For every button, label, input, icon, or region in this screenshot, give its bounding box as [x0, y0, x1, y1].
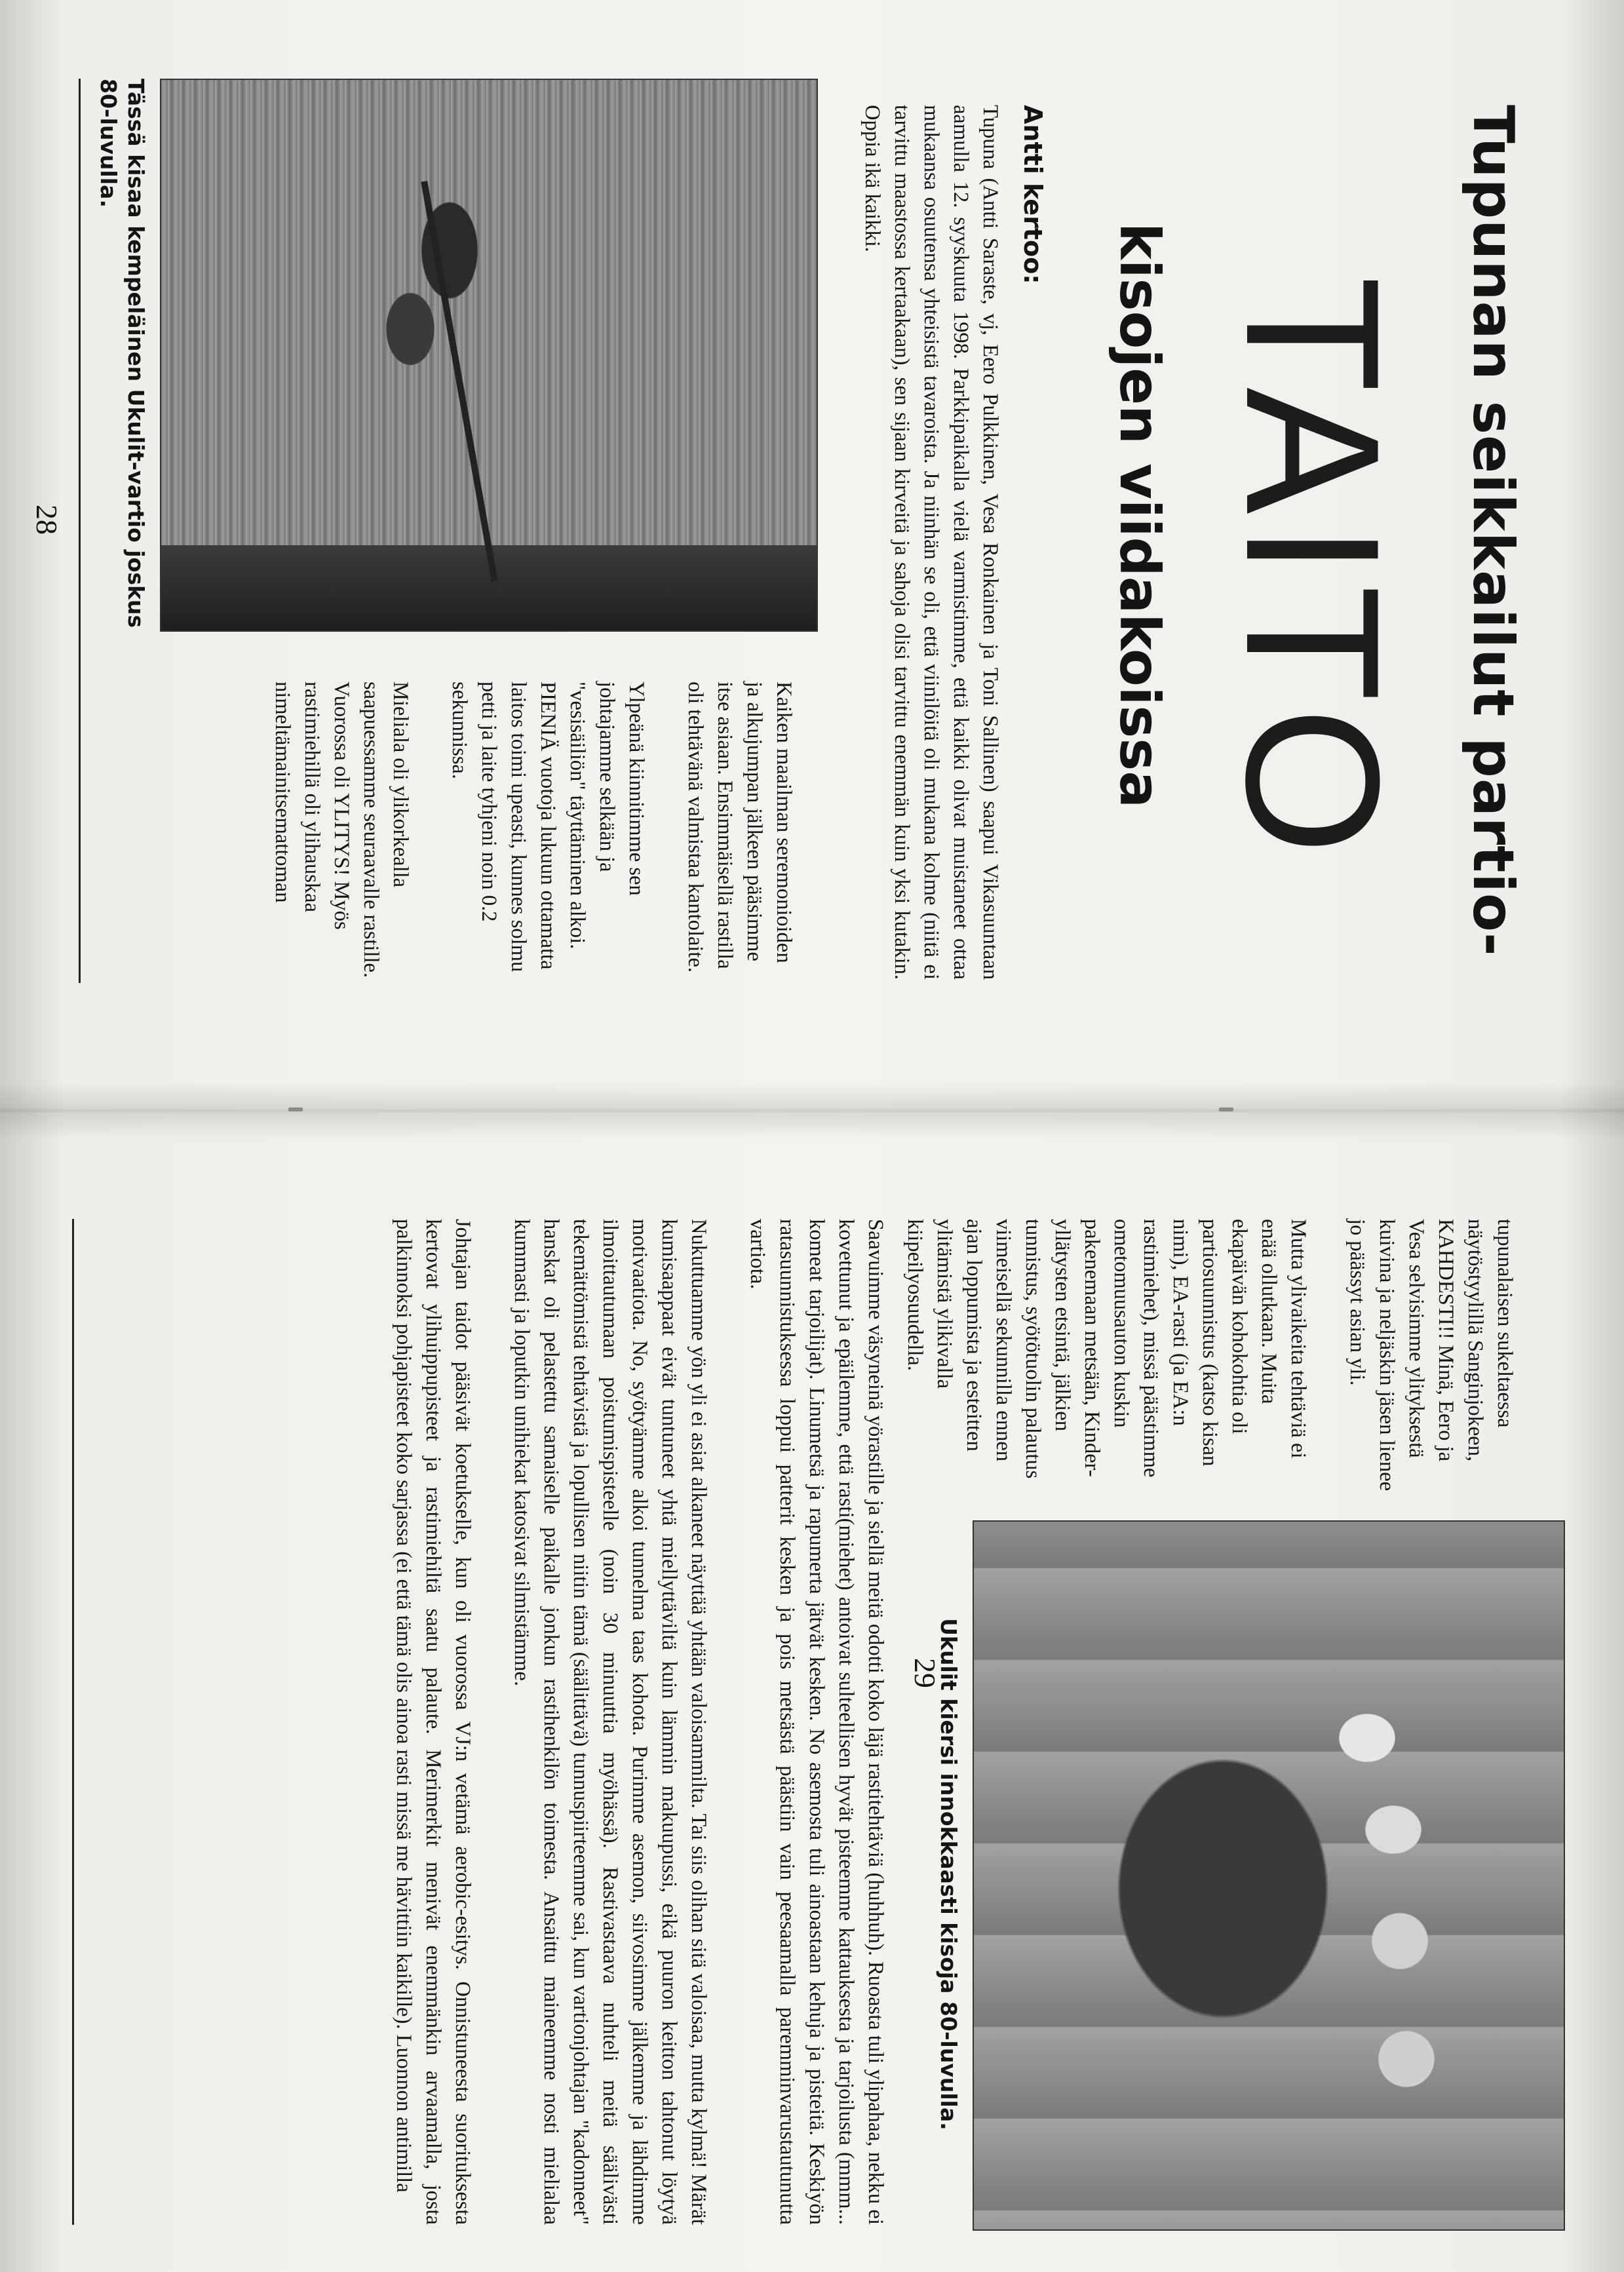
photo-group-on-steps: [973, 1520, 1565, 2231]
article-title-line1: Tupunan seikkailut partio-: [1460, 105, 1526, 957]
article-title-line2: kisojen viidakoissa: [1108, 223, 1172, 809]
page-number: 29: [908, 1658, 942, 1688]
footer-rule: [72, 1219, 74, 2225]
byline: Antti kertoo:: [1018, 105, 1047, 284]
photo-caption: Tässä kisaa kempeläinen Ukulit-vartio joskus 80-luvulla.: [96, 79, 149, 628]
right-top-column: [870, 1219, 1519, 1494]
left-column: [238, 682, 798, 983]
paragraph: Nukuttuamme yön yli ei asiat alkaneet näyttää yhtään valoisammilta. Tai siis olihan sitä valoisaa, mutta kylmä! Märät kumisaappaat eivät tuntuneet yhtä miellyttäviltä kuin lämmin makuupussi, eikä puuron keitton tahtonut löytyä motivaatiota. No, syötyämme alkoi tunnelma taas kohota. Purimme asemon, siivosimme jälkemme ja lähdimme ilmoittautumaan poistumispisteelle (noin 30 minuuttia myöhässä). Rastivastaava nuhteli meitä säälivästi tekemättömistä tehtävistä ja lopullisen niitin tämä (säälittävä) tunnuspiirteemme sai, kun vartionjohtajan "kadonneet" hanskat oli pelastettu samaiselle paikalle jonkun rastihenkilön toimesta. Ansaittu maineemme nosti mielialaa kummasti ja loputkin unihiekat katosivat silmistämme.: [510, 1219, 710, 2225]
page-number: 28: [30, 505, 64, 535]
right-body-text: [359, 1219, 890, 2225]
photo-caption: Ukulit kiersi innokkaasti kisoja 80-luvulla.: [936, 1618, 961, 2130]
paragraph: tupunalaisen sukeltaessa näytöstyylillä Sanginjokeen, KAHDESTI!! Minä, Eero ja Vesa selvisimme ylityksestä kuivina ja neljäskin jäsen lienee jo päässyt asian yli.: [1345, 1219, 1517, 1492]
paragraph: Kaiken maailman seremonioiden ja alkujumpan jälkeen pääsimme itse asiaan. Ensimmäisellä rastilla oli tehtävänä valmistaa kantolaite.: [684, 682, 796, 973]
paragraph: Mieliala oli ylikorkealla saapuessamme seuraavalle rastille. Vuorossa oli YLITYS! Myös rastimiehillä oli ylihauskaa nimeltämainitsemattoman: [271, 682, 412, 978]
paragraph: Saavuimme väsyneinä yörastille ja siellä meitä odotti koko läjä rastitehtäviä (huhhuh). Ruoasta tuli ylipahaa, nekku ei kovettunut ja epäilemme, että rasti(miehet) antoivat sulteellisen hyvät pisteemme kattauksesta ja tarjoilusta (mmm... komeat tarjoilijat). Linumetsä ja rapumerta jätvät kesken. No asemosta tuli ainoastaan kehuja ja pisteitä. Keskiyön ratasuunnistuksessa loppui patterit kesken ja pois metsästä päästiin vain peesaamalla paremminvarustautunutta vartiota.: [746, 1219, 887, 2225]
paragraph: Ylpeänä kiinnitimme sen johtajamme selkään ja "vesisäiliön" täyttäminen alkoi. PIENIÄ vuotoja lukuun ottamatta laitos toimi upeasti, kunnes solmu petti ja laite tyhjeni noin 0.2 sekunnissa.: [448, 682, 648, 972]
article-title-big: TAITO: [1207, 276, 1419, 864]
paragraph: Johtajan taidot pääsivät koetukselle, kun oli vuorossa VJ:n vetämä aerobic-esitys. Onnistuneesta suorituksesta kertovat ylihuippupisteet ja rastimiehiltä saatu palaute. Merimerkit menivät enemmänkin arvaamalla, josta palkinnoksi pohjapisteet koko sarjassa (ei että tämä olis ainoa rasti missä me hävittiin kaikille). Luonnon antimilla: [392, 1219, 474, 2225]
footer-rule: [79, 79, 81, 983]
paragraph: Mutta ylivaikeita tehtäviä ei enää ollutkaan. Muita ekapäivän kohokohtia oli partiosuunnistus (katso kisan nimi), EA-rasti (ja EA:n rastimiehet), missä päästimme ometomuusauton kuskin pakenemaan metsään, Kinder-yllätysten etsintä, jälkien tunnistus, syötötuolin palautus viimeisellä sekunnilla ennen ajan loppumista ja esteitten ylitämistä ylikivalla kiipeilyosuudella.: [903, 1219, 1310, 1479]
intro-paragraph: Tupuna (Antti Saraste, vj, Eero Pulkkinen, Vesa Ronkainen ja Toni Sallinen) saapui Vikasuuntaan aamulla 12. syyskuuta 1998. Parkkipaikalla vielä varmistimme, että kaikki olivat muistaneet ottaa mukaansa osuutensa yhteisistä tavaroista. Ja niinhän se oli, että viinilöitä oli mukana kolme (niitä ei tarvittu maastossa kertaakaan), sen sijaan kirveitä ja sahoja olisi tarvittu enemmän kuin yksi kutakin. Oppia ikä kaikki.: [860, 105, 1002, 980]
photo-raft-crossing: [160, 79, 818, 632]
photo-raft-pole: [421, 181, 498, 582]
